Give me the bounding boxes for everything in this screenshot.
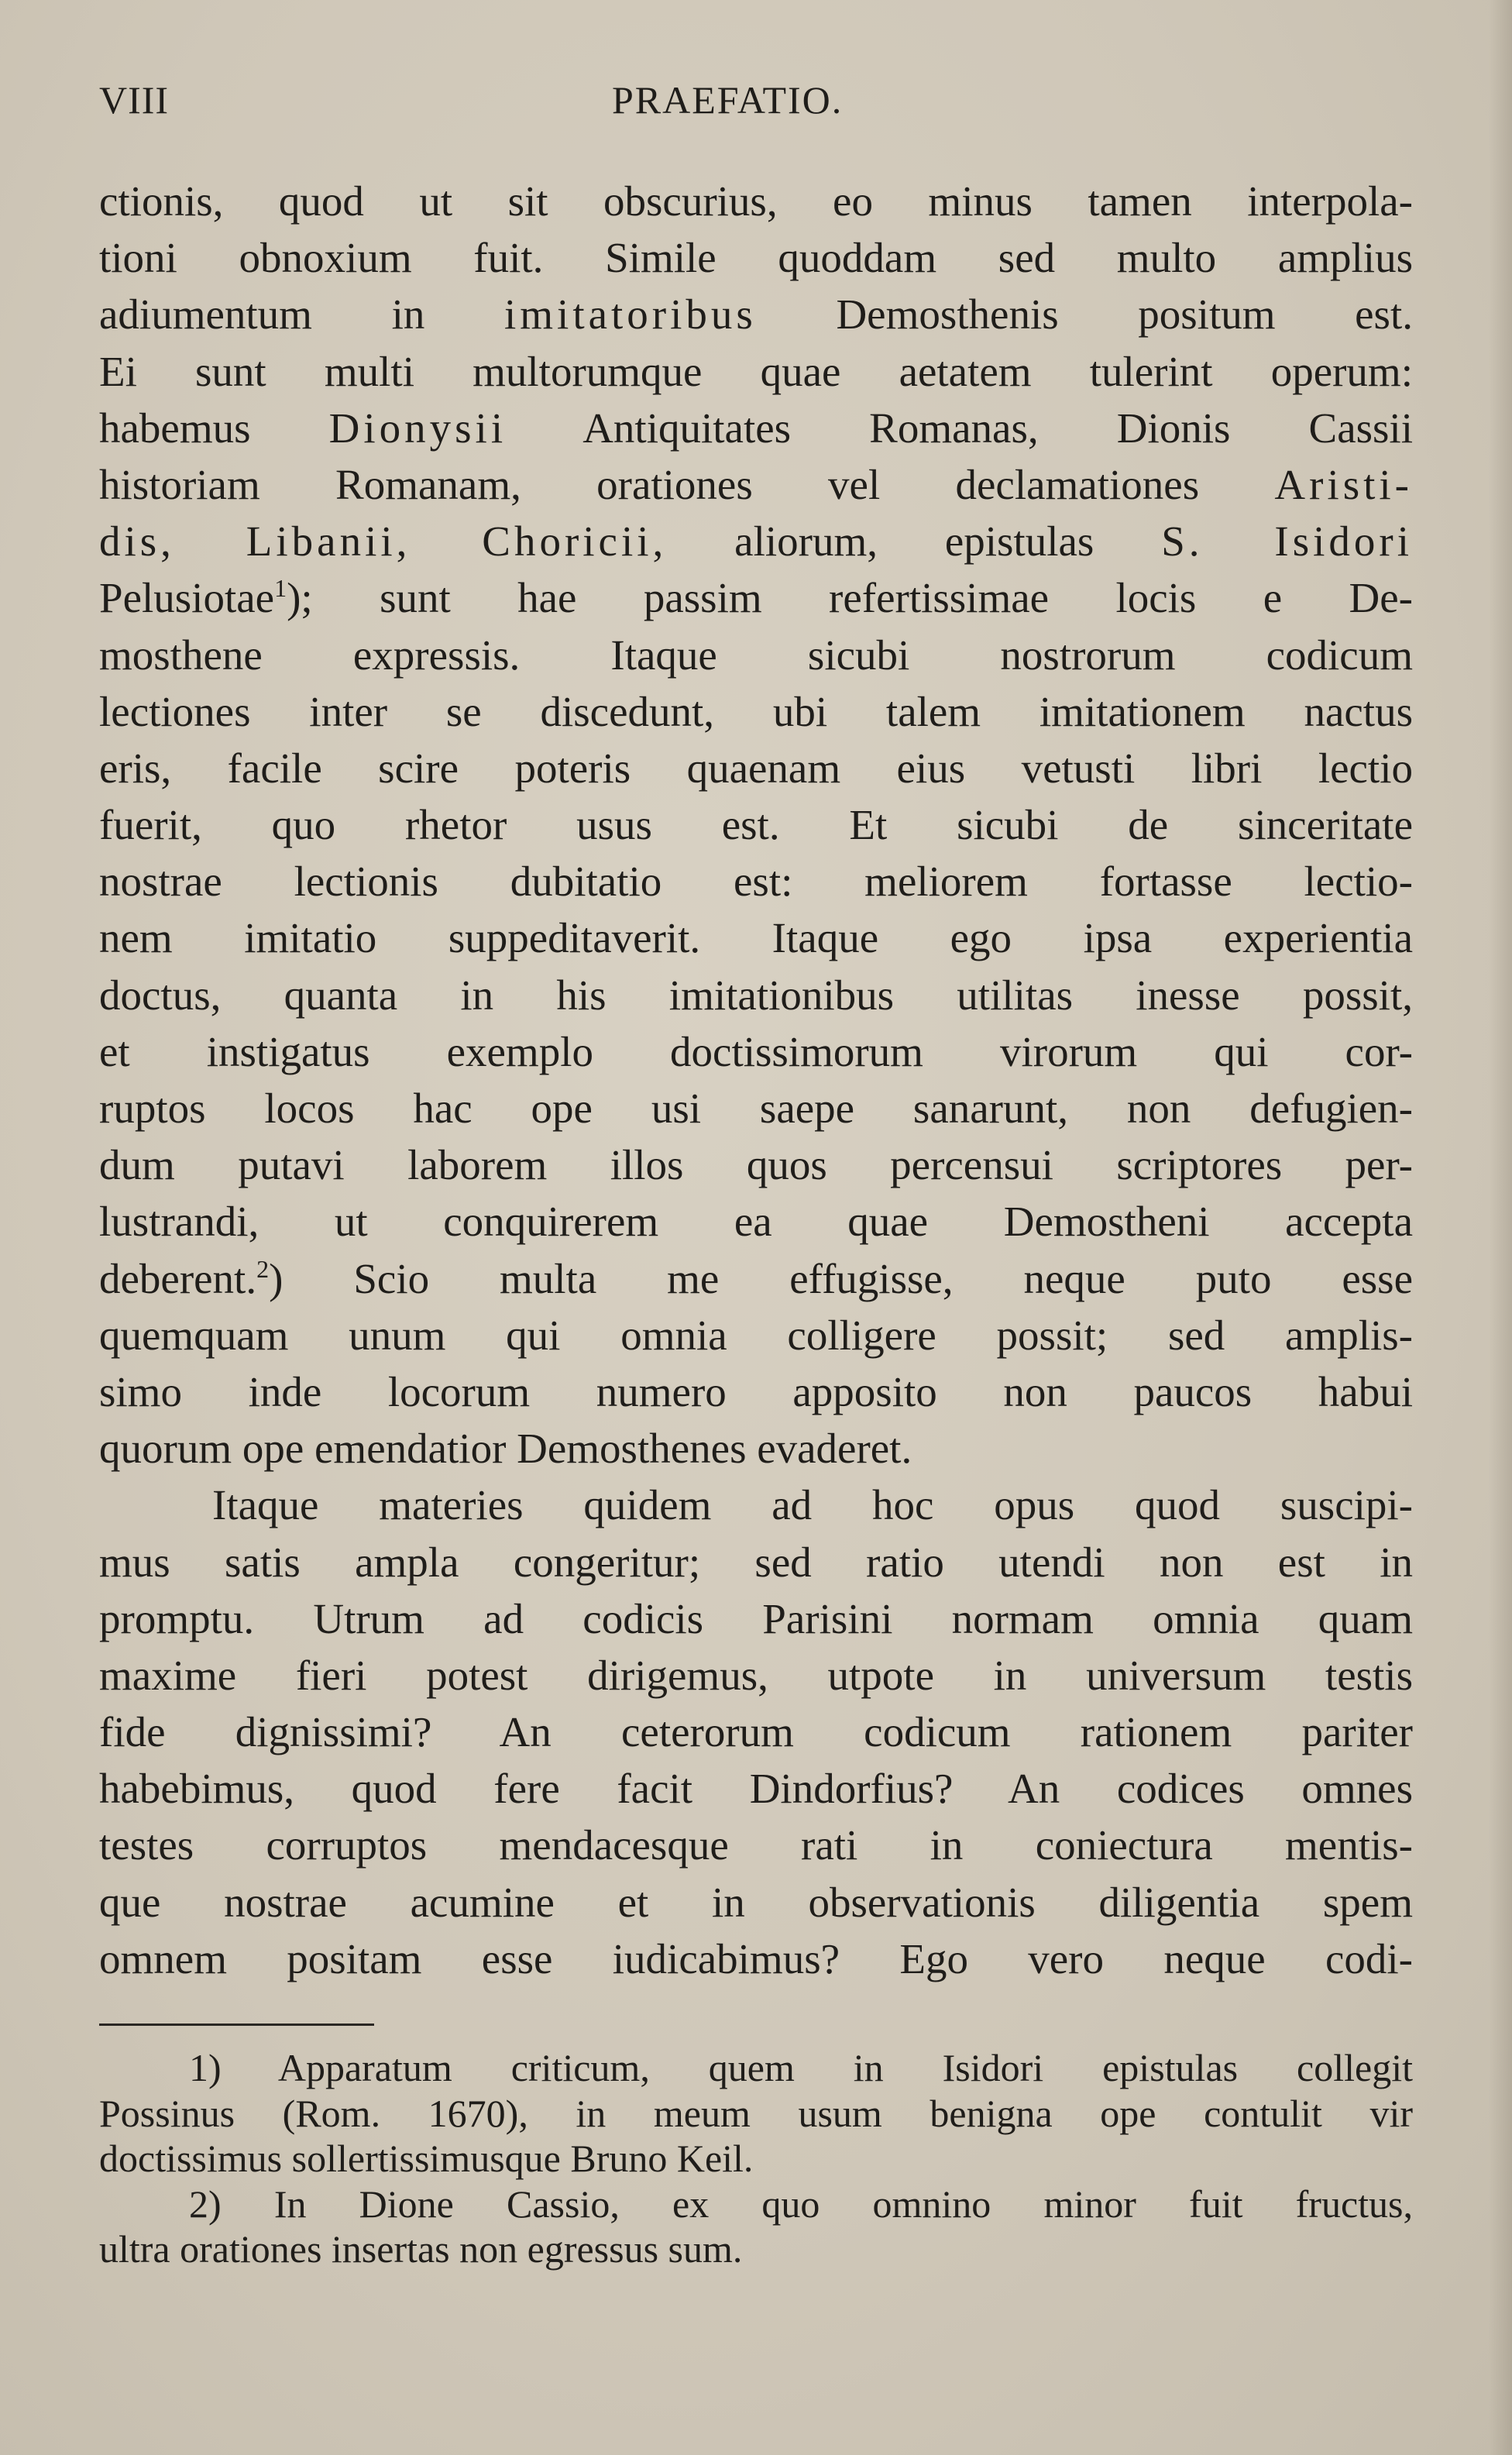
text-line: tioni obnoxium fuit. Simile quoddam sed multo amplius (99, 234, 1413, 282)
text-line: dum putavi laborem illos quos percensui scriptores per- (99, 1141, 1413, 1189)
text-line: lectiones inter se discedunt, ubi talem imitationem nactus (99, 687, 1413, 735)
text-line: Ei sunt multi multorumque quae aetatem tulerint operum: (99, 347, 1413, 395)
footnote-marker: 1 (274, 574, 287, 603)
text-line: promptu. Utrum ad codicis Parisini normam omnia quam (99, 1594, 1413, 1642)
text-line: que nostrae acumine et in observationis diligentia spem (99, 1878, 1413, 1926)
text-line: simo inde locorum numero apposito non paucos habui (99, 1367, 1413, 1415)
spaced-term: S. Isidori (1161, 517, 1413, 566)
footnotes (99, 2045, 1413, 2272)
running-title: PRAEFATIO. (612, 78, 844, 122)
text-segment: Demosthenis positum est. (756, 291, 1413, 339)
text-line: quemquam unum qui omnia colligere possit; sed amplis- (99, 1311, 1413, 1359)
text-line: nostrae lectionis dubitatio est: meliorem fortasse lectio- (99, 858, 1413, 906)
text-line (99, 456, 1413, 513)
body-text (99, 173, 1413, 1987)
text-segment: ) Scio multa me effugisse, neque puto esse (269, 1254, 1413, 1302)
text-line: mosthene expressis. Itaque sicubi nostrorum codicum (99, 631, 1413, 679)
text-line (99, 400, 1413, 456)
text-line: lustrandi, ut conquirerem ea quae Demostheni accepta (99, 1198, 1413, 1246)
text-line: testes corruptos mendacesque rati in coniectura mentis- (99, 1821, 1413, 1869)
text-line (99, 513, 1413, 569)
text-line: quorum ope emendatior Demosthenes evaderet. (99, 1425, 912, 1473)
text-line: maxime fieri potest dirigemus, utpote in universum testis (99, 1651, 1413, 1699)
text-line: omnem positam esse iudicabimus? Ego vero neque codi- (99, 1934, 1413, 1982)
text-segment: Antiquitates Romanas, Dionis Cassii (507, 404, 1413, 452)
text-line: fuerit, quo rhetor usus est. Et sicubi de sinceritate (99, 801, 1413, 849)
text-segment: historiam Romanam, orationes vel declamationes (99, 460, 1275, 508)
footnote-marker: 2 (256, 1254, 270, 1283)
spaced-term: dis, Libanii, Choricii, (99, 517, 668, 566)
text-line: mus satis ampla congeritur; sed ratio utendi non est in (99, 1538, 1413, 1586)
page-header (99, 77, 1416, 132)
spaced-term: Dionysii (328, 404, 507, 452)
footnote-line: Possinus (Rom. 1670), in meum usum benigna ope contulit vir (99, 2091, 1413, 2135)
footnote-rule (99, 2023, 374, 2026)
text-line: ruptos locos hac ope usi saepe sanarunt, non defugien- (99, 1085, 1413, 1132)
text-segment: aliorum, epistulas (667, 517, 1162, 566)
text-segment: ); sunt hae passim refertissimae locis e De- (287, 574, 1413, 622)
text-line: Itaque materies quidem ad hoc opus quod suscipi- (212, 1481, 1413, 1529)
text-line: eris, facile scire poteris quaenam eius vetusti libri lectio (99, 744, 1413, 792)
footnote-line: doctissimus sollertissimusque Bruno Keil. (99, 2137, 754, 2180)
text-line (99, 286, 1413, 342)
text-line (99, 569, 1413, 626)
text-line: habebimus, quod fere facit Dindorfius? An codices omnes (99, 1765, 1413, 1813)
text-line (99, 1250, 1413, 1307)
footnote-line: ultra orationes insertas non egressus sum. (99, 2227, 743, 2271)
text-line: ctionis, quod ut sit obscurius, eo minus tamen interpola- (99, 177, 1413, 225)
page-number: VIII (99, 78, 170, 122)
page-edge-shadow (1489, 0, 1512, 2455)
text-segment: habemus (99, 404, 329, 452)
text-line: nem imitatio suppeditaverit. Itaque ego ipsa experientia (99, 914, 1413, 962)
footnote-line: 2) In Dione Cassio, ex quo omnino minor fuit fructus, (189, 2182, 1413, 2226)
text-line: fide dignissimi? An ceterorum codicum rationem pariter (99, 1708, 1413, 1756)
spaced-term: imitatoribus (503, 291, 757, 339)
text-line: doctus, quanta in his imitationibus utilitas inesse possit, (99, 971, 1413, 1019)
text-line: et instigatus exemplo doctissimorum virorum qui cor- (99, 1027, 1413, 1075)
spaced-term: Aristi- (1274, 460, 1413, 508)
text-segment: deberent. (99, 1254, 257, 1302)
footnote-line: 1) Apparatum criticum, quem in Isidori epistulas collegit (189, 2046, 1413, 2089)
text-segment: adiumentum in (99, 291, 504, 339)
text-segment: Pelusiotae (99, 574, 275, 622)
